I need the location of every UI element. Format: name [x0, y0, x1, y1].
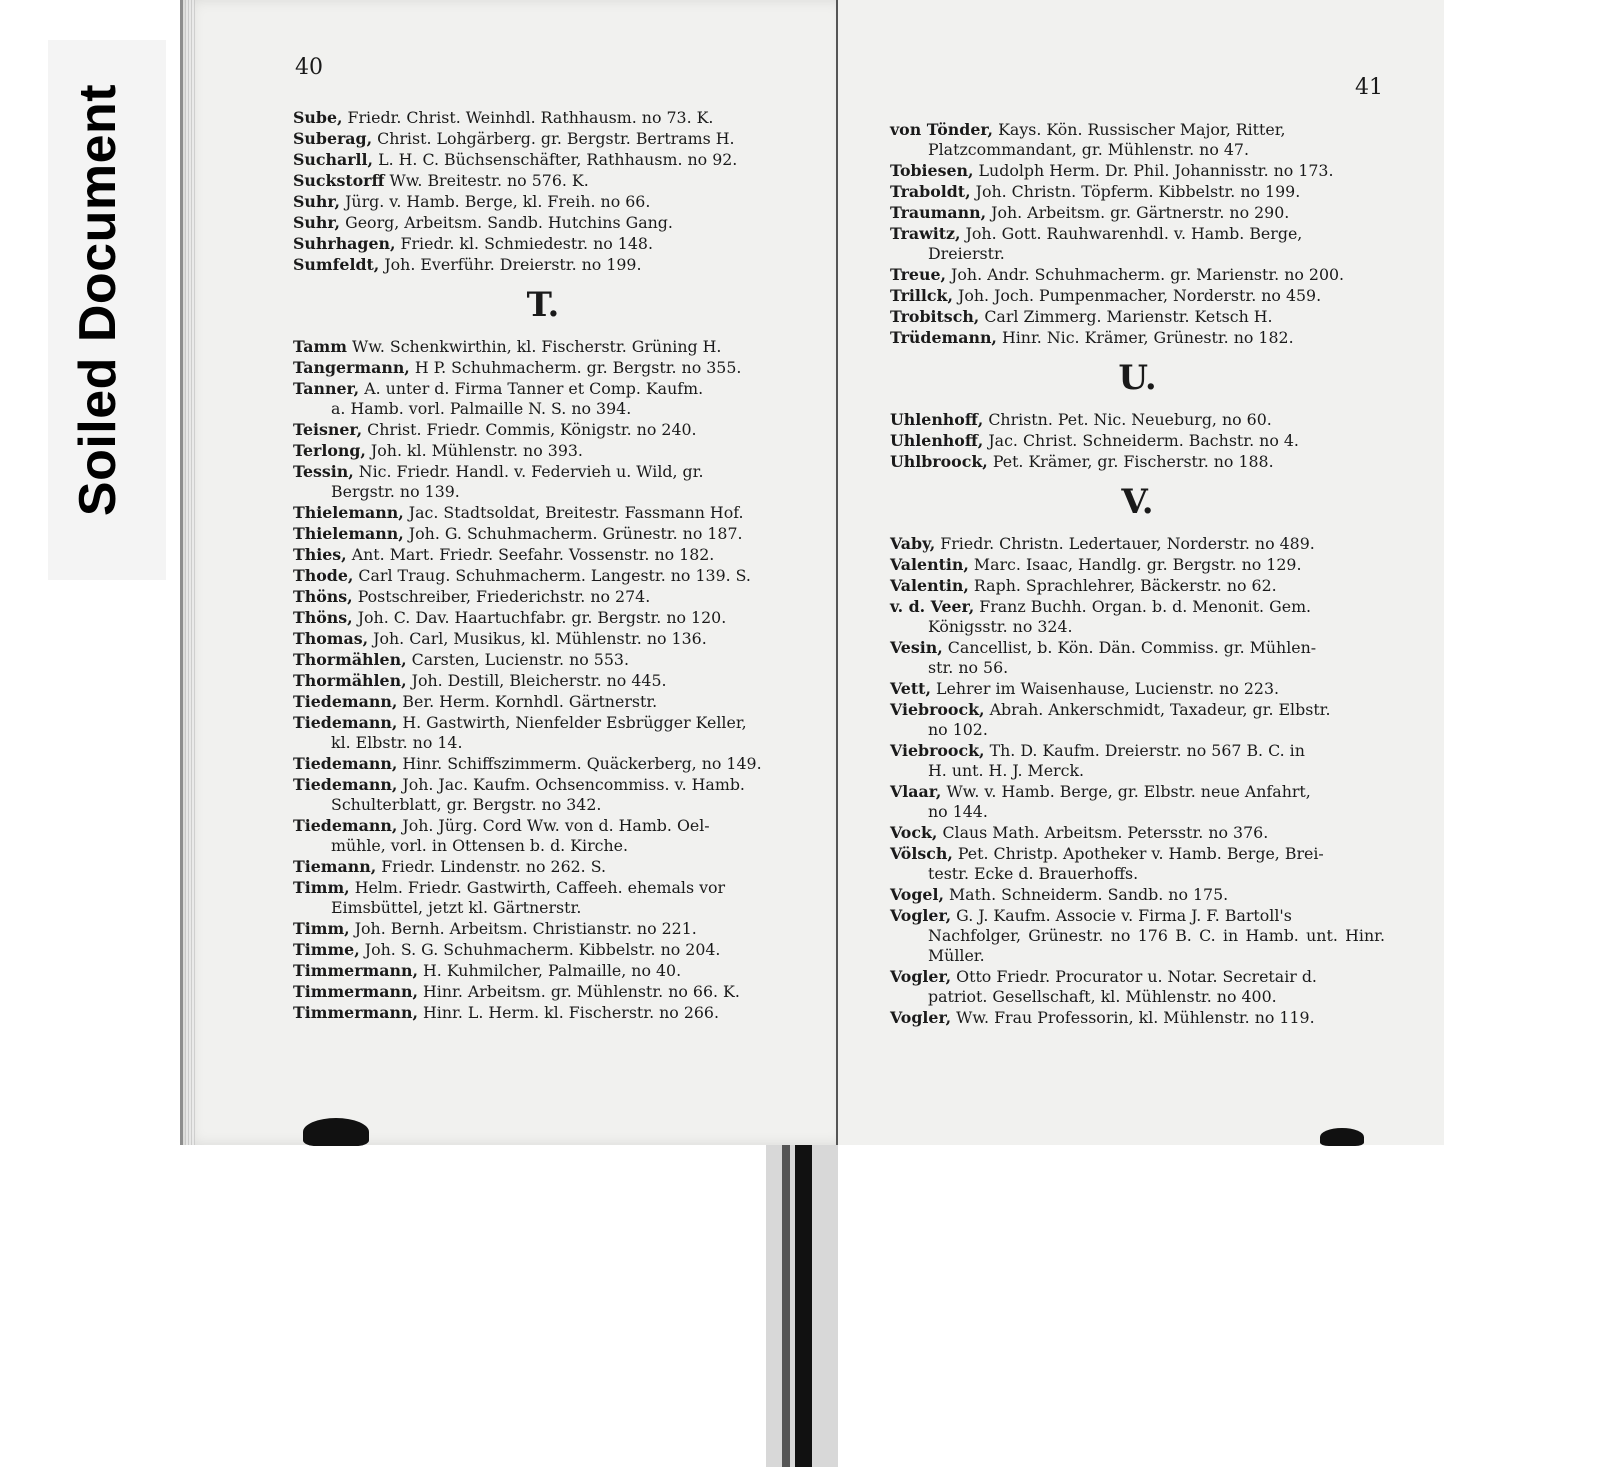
- entry-surname: Terlong,: [293, 441, 366, 460]
- soiled-document-label: Soiled Document: [69, 83, 127, 517]
- directory-entry: [890, 265, 1385, 285]
- section-heading-u: U.: [1118, 358, 1157, 398]
- entry-details: G. J. Kaufm. Associe v. Firma J. F. Bartoll's: [956, 906, 1292, 925]
- entry-surname: Timme,: [293, 940, 360, 959]
- directory-entry: [890, 700, 1385, 740]
- entry-surname: Thielemann,: [293, 503, 404, 522]
- entry-surname: Thies,: [293, 545, 347, 564]
- entry-surname: Trüdemann,: [890, 328, 997, 347]
- directory-entry: [293, 171, 793, 191]
- entry-continuation: mühle, vorl. in Ottensen b. d. Kirche.: [331, 836, 629, 855]
- entry-continuation: Schulterblatt, gr. Bergstr. no 342.: [331, 795, 602, 814]
- directory-entry: [890, 576, 1385, 596]
- entry-surname: Sube,: [293, 108, 343, 127]
- directory-entry: [890, 823, 1385, 843]
- entry-continuation: testr. Ecke d. Brauerhoffs.: [928, 864, 1139, 883]
- directory-entry: [293, 524, 793, 544]
- entry-surname: Thomas,: [293, 629, 369, 648]
- directory-entry: [293, 650, 793, 670]
- entry-details: Joh. Christn. Töpferm. Kibbelstr. no 199.: [975, 182, 1301, 201]
- entry-surname: Treue,: [890, 265, 947, 284]
- entry-details: Cancellist, b. Kön. Dän. Commiss. gr. Mühlen-: [947, 638, 1317, 657]
- entry-surname: Vogler,: [890, 967, 952, 986]
- directory-entry: [293, 566, 793, 586]
- directory-entry: [293, 878, 793, 918]
- entry-details: Ludolph Herm. Dr. Phil. Johannisstr. no 173.: [978, 161, 1334, 180]
- directory-entry: [890, 203, 1385, 223]
- directory-entry: [890, 182, 1385, 202]
- entry-surname: Traumann,: [890, 203, 987, 222]
- entry-surname: Thode,: [293, 566, 354, 585]
- entry-details: H. Gastwirth, Nienfelder Esbrügger Keller,: [402, 713, 747, 732]
- directory-entry: [890, 679, 1385, 699]
- entry-surname: Timmermann,: [293, 982, 418, 1001]
- directory-entry: [293, 629, 793, 649]
- entry-details: Carsten, Lucienstr. no 553.: [411, 650, 629, 669]
- ink-blot: [1320, 1128, 1364, 1146]
- entry-surname: Thormählen,: [293, 671, 407, 690]
- entry-details: Jac. Christ. Schneiderm. Bachstr. no 4.: [988, 431, 1299, 450]
- entry-surname: Suhrhagen,: [293, 234, 396, 253]
- directory-entry: [890, 844, 1385, 884]
- directory-entry: [890, 328, 1385, 348]
- directory-entry: [293, 420, 793, 440]
- entry-continuation: str. no 56.: [928, 658, 1009, 677]
- entry-surname: Thöns,: [293, 587, 353, 606]
- entry-surname: Suckstorff: [293, 171, 385, 190]
- entry-details: Helm. Friedr. Gastwirth, Caffeeh. ehemals vor: [354, 878, 726, 897]
- section-heading-v: V.: [1121, 482, 1154, 522]
- entry-surname: Thormählen,: [293, 650, 407, 669]
- entry-surname: Vogler,: [890, 906, 952, 925]
- entry-continuation: Königsstr. no 324.: [928, 617, 1073, 636]
- entry-details: Friedr. Lindenstr. no 262. S.: [381, 857, 606, 876]
- entry-details: Lehrer im Waisenhause, Lucienstr. no 223.: [935, 679, 1280, 698]
- entry-surname: Vesin,: [890, 638, 943, 657]
- entry-details: Georg, Arbeitsm. Sandb. Hutchins Gang.: [345, 213, 673, 232]
- directory-entry: [890, 885, 1385, 905]
- binding-spine-core: [795, 1145, 812, 1467]
- directory-entry: [293, 379, 793, 419]
- directory-entry: [293, 754, 793, 774]
- entry-surname: Timmermann,: [293, 961, 418, 980]
- entries-s: [293, 108, 793, 275]
- directory-entry: [890, 741, 1385, 781]
- entry-surname: Viebroock,: [890, 700, 985, 719]
- entry-continuation: a. Hamb. vorl. Palmaille N. S. no 394.: [331, 399, 632, 418]
- entry-surname: Teisner,: [293, 420, 363, 439]
- entry-surname: Sucharll,: [293, 150, 374, 169]
- entry-details: Math. Schneiderm. Sandb. no 175.: [948, 885, 1229, 904]
- directory-entry: [293, 150, 793, 170]
- directory-entry: [293, 940, 793, 960]
- directory-entry: [293, 129, 793, 149]
- entry-details: Otto Friedr. Procurator u. Notar. Secretair d.: [956, 967, 1317, 986]
- entries-t: [293, 337, 793, 1023]
- entry-surname: Timm,: [293, 919, 350, 938]
- entry-continuation: no 102.: [928, 720, 988, 739]
- directory-entry: [293, 919, 793, 939]
- entry-details: Joh. kl. Mühlenstr. no 393.: [370, 441, 583, 460]
- entry-surname: Thöns,: [293, 608, 353, 627]
- entry-details: Friedr. kl. Schmiedestr. no 148.: [400, 234, 653, 253]
- entry-details: L. H. C. Büchsenschäfter, Rathhausm. no 92.: [378, 150, 738, 169]
- directory-entry: [293, 713, 793, 753]
- entry-surname: Vaby,: [890, 534, 936, 553]
- entry-surname: Tamm: [293, 337, 347, 356]
- entry-details: Nic. Friedr. Handl. v. Federvieh u. Wild, gr.: [358, 462, 704, 481]
- entry-surname: Suhr,: [293, 213, 341, 232]
- entry-details: Joh. G. Schuhmacherm. Grünestr. no 187.: [408, 524, 743, 543]
- directory-entry: [890, 307, 1385, 327]
- entry-details: Ber. Herm. Kornhdl. Gärtnerstr.: [402, 692, 658, 711]
- directory-entry: [293, 775, 793, 815]
- entry-surname: Vogel,: [890, 885, 944, 904]
- directory-entry: [293, 857, 793, 877]
- entry-details: Joh. Destill, Bleicherstr. no 445.: [411, 671, 667, 690]
- directory-entry: [293, 545, 793, 565]
- entry-details: Ww. Breitestr. no 576. K.: [389, 171, 589, 190]
- entries-t-continued: [890, 120, 1385, 348]
- page-number-right: 41: [1355, 75, 1383, 100]
- directory-entry: [293, 671, 793, 691]
- directory-entry: [890, 597, 1385, 637]
- entry-details: Joh. S. G. Schuhmacherm. Kibbelstr. no 204.: [364, 940, 721, 959]
- directory-entry: [293, 358, 793, 378]
- entry-details: Carl Zimmerg. Marienstr. Ketsch H.: [984, 307, 1273, 326]
- entry-details: Friedr. Christn. Ledertauer, Norderstr. no 489.: [940, 534, 1315, 553]
- directory-entry: [293, 441, 793, 461]
- entry-details: Marc. Isaac, Handlg. gr. Bergstr. no 129.: [973, 555, 1302, 574]
- directory-entry: [293, 108, 793, 128]
- entry-details: Joh. Gott. Rauhwarenhdl. v. Hamb. Berge,: [965, 224, 1303, 243]
- directory-entry: [890, 534, 1385, 554]
- entry-surname: Suhr,: [293, 192, 341, 211]
- entry-details: Joh. Joch. Pumpenmacher, Norderstr. no 459.: [958, 286, 1322, 305]
- entry-surname: Thielemann,: [293, 524, 404, 543]
- entry-surname: Tiemann,: [293, 857, 377, 876]
- entry-continuation: Platzcommandant, gr. Mühlenstr. no 47.: [928, 140, 1249, 159]
- entry-surname: Trobitsch,: [890, 307, 980, 326]
- entry-continuation: no 144.: [928, 802, 988, 821]
- directory-entry: [293, 234, 793, 254]
- entry-surname: Tiedemann,: [293, 775, 398, 794]
- entry-continuation: Nachfolger, Grünestr. no 176 B. C. in Hamb. unt. Hinr. Müller.: [928, 926, 1385, 965]
- ink-blot: [303, 1118, 369, 1146]
- entry-details: Raph. Sprachlehrer, Bäckerstr. no 62.: [973, 576, 1277, 595]
- entry-continuation: kl. Elbstr. no 14.: [331, 733, 463, 752]
- entry-details: Christ. Friedr. Commis, Königstr. no 240.: [367, 420, 697, 439]
- directory-entry: [890, 782, 1385, 822]
- entry-details: Pet. Krämer, gr. Fischerstr. no 188.: [992, 452, 1274, 471]
- entry-details: Kays. Kön. Russischer Major, Ritter,: [998, 120, 1286, 139]
- entry-details: Postschreiber, Friederichstr. no 274.: [357, 587, 651, 606]
- entry-surname: Trawitz,: [890, 224, 961, 243]
- left-column: [293, 108, 793, 1024]
- entry-continuation: patriot. Gesellschaft, kl. Mühlenstr. no 400.: [928, 987, 1277, 1006]
- entry-details: Jürg. v. Hamb. Berge, kl. Freih. no 66.: [345, 192, 651, 211]
- entry-details: Joh. Andr. Schuhmacherm. gr. Marienstr. no 200.: [951, 265, 1345, 284]
- entry-details: Hinr. Schiffszimmerm. Quäckerberg, no 149.: [402, 754, 762, 773]
- directory-entry: [890, 555, 1385, 575]
- directory-entry: [293, 462, 793, 502]
- directory-entry: [890, 286, 1385, 306]
- directory-entry: [890, 161, 1385, 181]
- entry-surname: Uhlbroock,: [890, 452, 988, 471]
- entry-details: A. unter d. Firma Tanner et Comp. Kaufm.: [364, 379, 704, 398]
- directory-entry: [293, 255, 793, 275]
- entry-continuation: H. unt. H. J. Merck.: [928, 761, 1085, 780]
- entry-details: H. Kuhmilcher, Palmaille, no 40.: [423, 961, 682, 980]
- entry-details: Ww. Frau Professorin, kl. Mühlenstr. no 119.: [956, 1008, 1315, 1027]
- entry-surname: von Tönder,: [890, 120, 994, 139]
- entry-surname: Tiedemann,: [293, 692, 398, 711]
- entry-surname: Traboldt,: [890, 182, 971, 201]
- entry-details: Joh. Jac. Kaufm. Ochsencommiss. v. Hamb.: [402, 775, 745, 794]
- entry-continuation: Eimsbüttel, jetzt kl. Gärtnerstr.: [331, 898, 582, 917]
- directory-entry: [890, 638, 1385, 678]
- entry-surname: Vett,: [890, 679, 931, 698]
- entry-details: Joh. C. Dav. Haartuchfabr. gr. Bergstr. no 120.: [357, 608, 727, 627]
- directory-entry: [890, 410, 1385, 430]
- entry-details: Joh. Bernh. Arbeitsm. Christianstr. no 221.: [354, 919, 697, 938]
- entry-details: Jac. Stadtsoldat, Breitestr. Fassmann Hof.: [408, 503, 744, 522]
- directory-entry: [890, 431, 1385, 451]
- entry-surname: Tiedemann,: [293, 713, 398, 732]
- directory-entry: [890, 1008, 1385, 1028]
- directory-entry: [890, 967, 1385, 1007]
- entries-v: [890, 534, 1385, 1028]
- entry-details: Ww. v. Hamb. Berge, gr. Elbstr. neue Anfahrt,: [946, 782, 1311, 801]
- directory-entry: [293, 961, 793, 981]
- entry-surname: Viebroock,: [890, 741, 985, 760]
- entry-surname: Vock,: [890, 823, 938, 842]
- entry-details: Franz Buchh. Organ. b. d. Menonit. Gem.: [979, 597, 1312, 616]
- entry-details: Friedr. Christ. Weinhdl. Rathhausm. no 73. K.: [347, 108, 714, 127]
- entry-details: Th. D. Kaufm. Dreierstr. no 567 B. C. in: [989, 741, 1305, 760]
- entry-surname: Tobiesen,: [890, 161, 974, 180]
- entry-details: Joh. Jürg. Cord Ww. von d. Hamb. Oel-: [402, 816, 710, 835]
- directory-entry: [293, 608, 793, 628]
- directory-entry: [890, 906, 1385, 966]
- binding-spine-shadow: [782, 1145, 790, 1467]
- entry-surname: Suberag,: [293, 129, 373, 148]
- entry-details: Joh. Everführ. Dreierstr. no 199.: [384, 255, 642, 274]
- entry-surname: v. d. Veer,: [890, 597, 975, 616]
- entry-surname: Sumfeldt,: [293, 255, 380, 274]
- directory-entry: [890, 120, 1385, 160]
- entry-details: Joh. Carl, Musikus, kl. Mühlenstr. no 136.: [373, 629, 707, 648]
- entry-surname: Uhlenhoff,: [890, 431, 984, 450]
- entry-surname: Tiedemann,: [293, 816, 398, 835]
- entry-continuation: Dreierstr.: [928, 244, 1005, 263]
- entry-surname: Uhlenhoff,: [890, 410, 984, 429]
- entry-surname: Valentin,: [890, 576, 969, 595]
- entry-surname: Trillck,: [890, 286, 953, 305]
- directory-entry: [293, 1003, 793, 1023]
- entry-surname: Vlaar,: [890, 782, 942, 801]
- directory-entry: [293, 192, 793, 212]
- directory-entry: [293, 982, 793, 1002]
- entry-details: Christ. Lohgärberg. gr. Bergstr. Bertrams H.: [377, 129, 735, 148]
- directory-entry: [293, 213, 793, 233]
- page-number-left: 40: [295, 55, 323, 80]
- entry-details: Pet. Christp. Apotheker v. Hamb. Berge, Brei-: [957, 844, 1324, 863]
- directory-entry: [293, 692, 793, 712]
- entry-details: Carl Traug. Schuhmacherm. Langestr. no 139. S.: [358, 566, 751, 585]
- entry-surname: Timm,: [293, 878, 350, 897]
- entry-details: Christn. Pet. Nic. Neueburg, no 60.: [988, 410, 1272, 429]
- entry-details: Hinr. Nic. Krämer, Grünestr. no 182.: [1001, 328, 1294, 347]
- entry-details: H P. Schuhmacherm. gr. Bergstr. no 355.: [414, 358, 742, 377]
- directory-entry: [293, 587, 793, 607]
- entry-details: Hinr. Arbeitsm. gr. Mühlenstr. no 66. K.: [423, 982, 740, 1001]
- entry-details: Claus Math. Arbeitsm. Petersstr. no 376.: [942, 823, 1269, 842]
- directory-entry: [890, 452, 1385, 472]
- entry-details: Ww. Schenkwirthin, kl. Fischerstr. Grüning H.: [351, 337, 722, 356]
- entry-surname: Tiedemann,: [293, 754, 398, 773]
- page-edge: [185, 0, 195, 1145]
- directory-entry: [293, 503, 793, 523]
- entry-details: Hinr. L. Herm. kl. Fischerstr. no 266.: [423, 1003, 720, 1022]
- entry-surname: Valentin,: [890, 555, 969, 574]
- entry-surname: Völsch,: [890, 844, 953, 863]
- directory-entry: [293, 816, 793, 856]
- entry-details: Abrah. Ankerschmidt, Taxadeur, gr. Elbstr.: [989, 700, 1331, 719]
- section-heading-t: T.: [526, 285, 560, 325]
- right-column: [890, 120, 1385, 1029]
- entry-surname: Tessin,: [293, 462, 354, 481]
- entry-surname: Tanner,: [293, 379, 360, 398]
- entry-surname: Tangermann,: [293, 358, 410, 377]
- entry-details: Joh. Arbeitsm. gr. Gärtnerstr. no 290.: [991, 203, 1290, 222]
- entry-details: Ant. Mart. Friedr. Seefahr. Vossenstr. no 182.: [351, 545, 715, 564]
- entry-surname: Vogler,: [890, 1008, 952, 1027]
- directory-entry: [293, 337, 793, 357]
- entry-continuation: Bergstr. no 139.: [331, 482, 460, 501]
- entry-surname: Timmermann,: [293, 1003, 418, 1022]
- directory-entry: [890, 224, 1385, 264]
- entries-u: [890, 410, 1385, 472]
